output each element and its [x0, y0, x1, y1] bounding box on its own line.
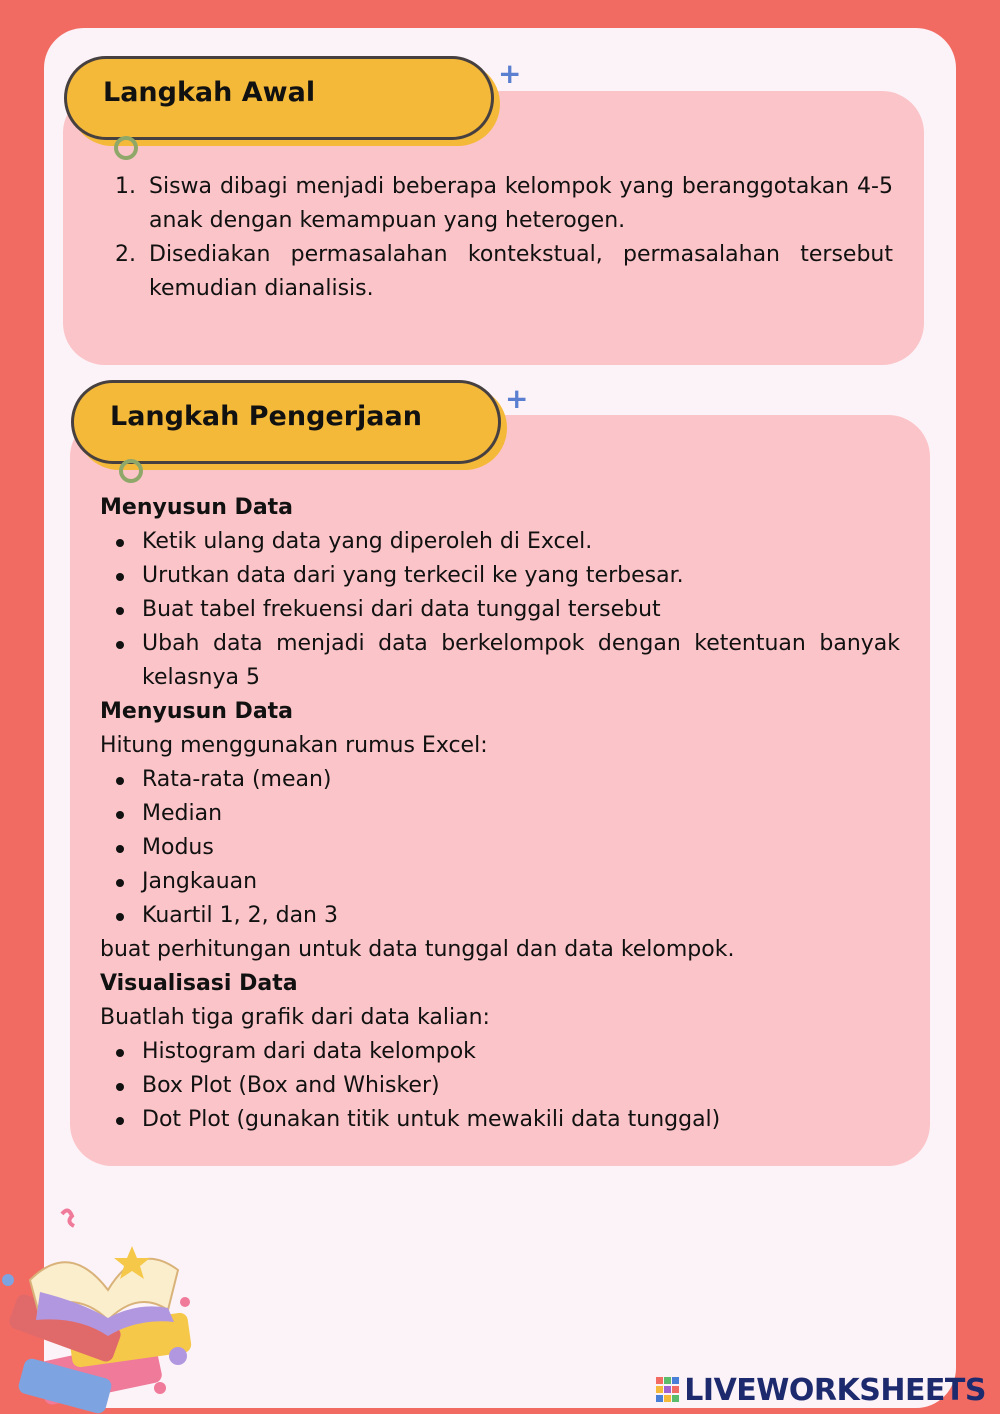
bullet-icon: [100, 797, 142, 831]
block2-intro: Hitung menggunakan rumus Excel:: [100, 733, 488, 758]
block3-intro: Buatlah tiga grafik dari data kalian:: [100, 1005, 490, 1030]
block3-heading: Visualisasi Data: [100, 971, 298, 996]
list-item: [115, 238, 893, 306]
bullet-icon: [100, 1069, 142, 1103]
ring-decoration-icon: [114, 136, 138, 160]
list-text: Siswa dibagi menjadi beberapa kelompok yang beranggotakan 4-5 anak dengan kemampuan yang heterogen.: [149, 174, 893, 233]
list-item: [100, 763, 900, 797]
bullet-icon: [100, 831, 142, 865]
list-item: [100, 831, 900, 865]
list-item: [115, 170, 893, 238]
bullet-icon: [100, 1103, 142, 1137]
block2-outro: buat perhitungan untuk data tunggal dan data kelompok.: [100, 937, 735, 962]
list-item: [100, 1035, 900, 1069]
list-item: [100, 797, 900, 831]
list-item: [100, 865, 900, 899]
list-item: [100, 627, 900, 695]
list-text: Dot Plot (gunakan titik untuk mewakili data tunggal): [142, 1107, 721, 1132]
bullet-icon: [100, 593, 142, 627]
langkah-pengerjaan-header: [71, 380, 501, 464]
block1-heading: Menyusun Data: [100, 495, 294, 520]
list-number: 1.: [115, 174, 136, 199]
list-text: Median: [142, 801, 223, 826]
langkah-pengerjaan-content: [100, 491, 900, 1137]
bullet-icon: [100, 525, 142, 559]
list-item: [100, 899, 900, 933]
list-item: [100, 1069, 900, 1103]
block2-heading: Menyusun Data: [100, 699, 294, 724]
list-item: [100, 559, 900, 593]
liveworksheets-logo: [656, 1373, 986, 1408]
langkah-awal-header: [64, 56, 494, 140]
list-text: Modus: [142, 835, 214, 860]
bullet-icon: [100, 865, 142, 899]
list-item: [100, 1103, 900, 1137]
langkah-awal-title: Langkah Awal: [103, 77, 316, 108]
list-text: Urutkan data dari yang terkecil ke yang terbesar.: [142, 563, 684, 588]
books-illustration-icon: [0, 1200, 210, 1414]
list-item: [100, 525, 900, 559]
bullet-icon: [100, 899, 142, 933]
plus-decoration-icon: +: [498, 57, 522, 90]
list-text: Jangkauan: [142, 869, 258, 894]
langkah-pengerjaan-title: Langkah Pengerjaan: [110, 401, 422, 432]
langkah-awal-list: [115, 170, 893, 306]
liveworksheets-logo-icon: [656, 1377, 680, 1403]
list-text: Histogram dari data kelompok: [142, 1039, 476, 1064]
list-number: 2.: [115, 242, 136, 267]
list-text: Rata-rata (mean): [142, 767, 332, 792]
list-text: Ubah data menjadi data berkelompok dengan ketentuan banyak kelasnya 5: [142, 631, 900, 690]
list-text: Buat tabel frekuensi dari data tunggal tersebut: [142, 597, 661, 622]
bullet-icon: [100, 763, 142, 797]
list-text: Disediakan permasalahan kontekstual, permasalahan tersebut kemudian dianalisis.: [149, 242, 893, 301]
bullet-icon: [100, 627, 142, 695]
list-text: Ketik ulang data yang diperoleh di Excel.: [142, 529, 593, 554]
liveworksheets-brand: LIVEWORKSHEETS: [684, 1373, 986, 1408]
ring-decoration-icon: [119, 459, 143, 483]
list-text: Box Plot (Box and Whisker): [142, 1073, 440, 1098]
bullet-icon: [100, 559, 142, 593]
list-item: [100, 593, 900, 627]
plus-decoration-icon: +: [505, 382, 529, 415]
bullet-icon: [100, 1035, 142, 1069]
list-text: Kuartil 1, 2, dan 3: [142, 903, 338, 928]
